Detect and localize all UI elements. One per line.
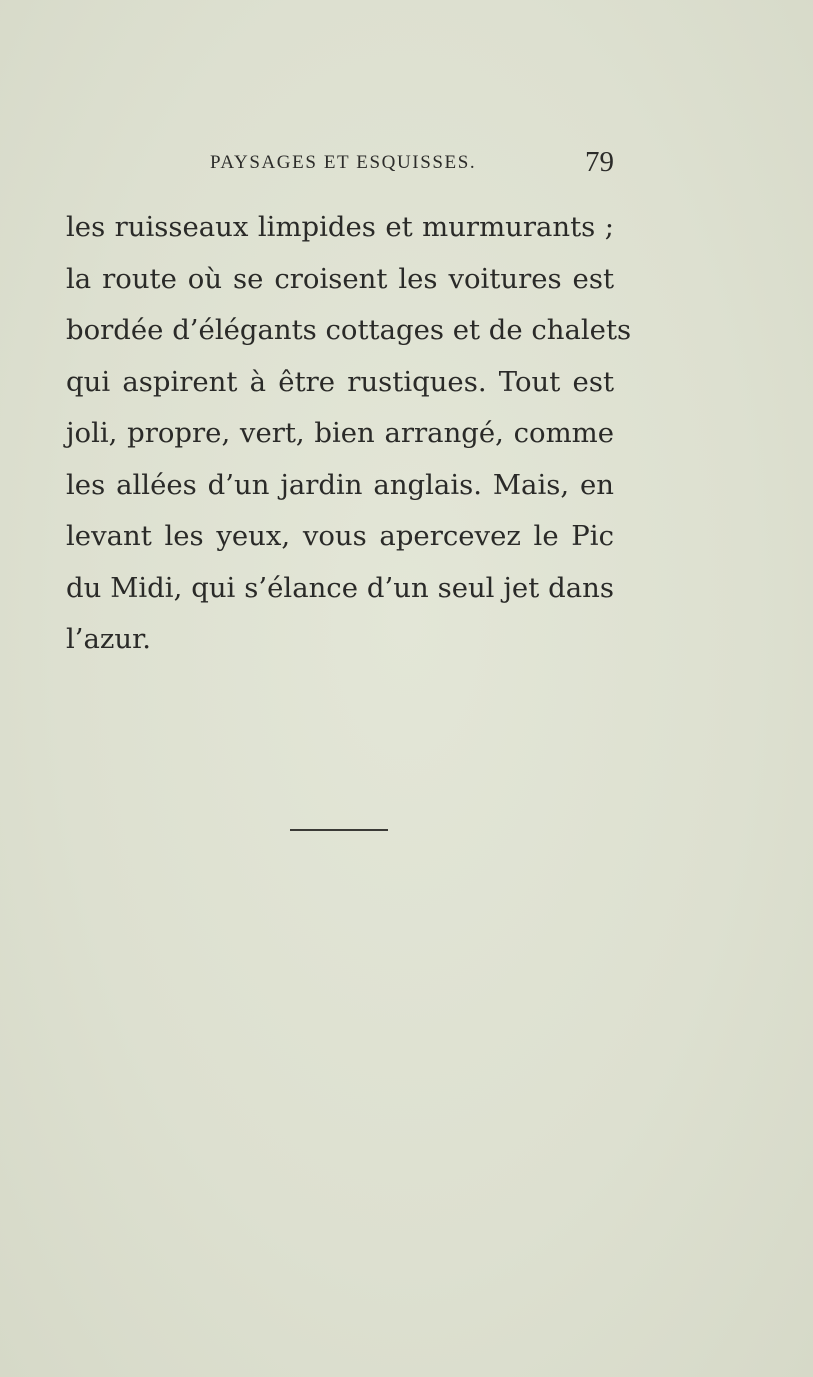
text-line: la route où se croisent les voitures est <box>66 262 614 295</box>
text-line: qui aspirent à être rustiques. Tout est <box>66 365 614 398</box>
running-head-title: PAYSAGES ET ESQUISSES. <box>210 152 477 173</box>
text-line: du Midi, qui s’élance d’un seul jet dans <box>66 571 614 604</box>
text-line: bordée d’élégants cottages et de chalets <box>66 314 632 346</box>
section-divider-rule <box>290 829 388 831</box>
text-line: les ruisseaux limpides et murmurants ; <box>66 211 614 243</box>
text-line: les allées d’un jardin anglais. Mais, en <box>66 468 614 501</box>
text-line: joli, propre, vert, bien arrangé, comme <box>66 417 614 449</box>
text-line-last: l’azur. <box>66 623 151 655</box>
body-paragraph <box>66 202 632 666</box>
running-head <box>66 148 614 182</box>
page-number: 79 <box>585 146 614 178</box>
text-line: levant les yeux, vous apercevez le Pic <box>66 520 614 552</box>
